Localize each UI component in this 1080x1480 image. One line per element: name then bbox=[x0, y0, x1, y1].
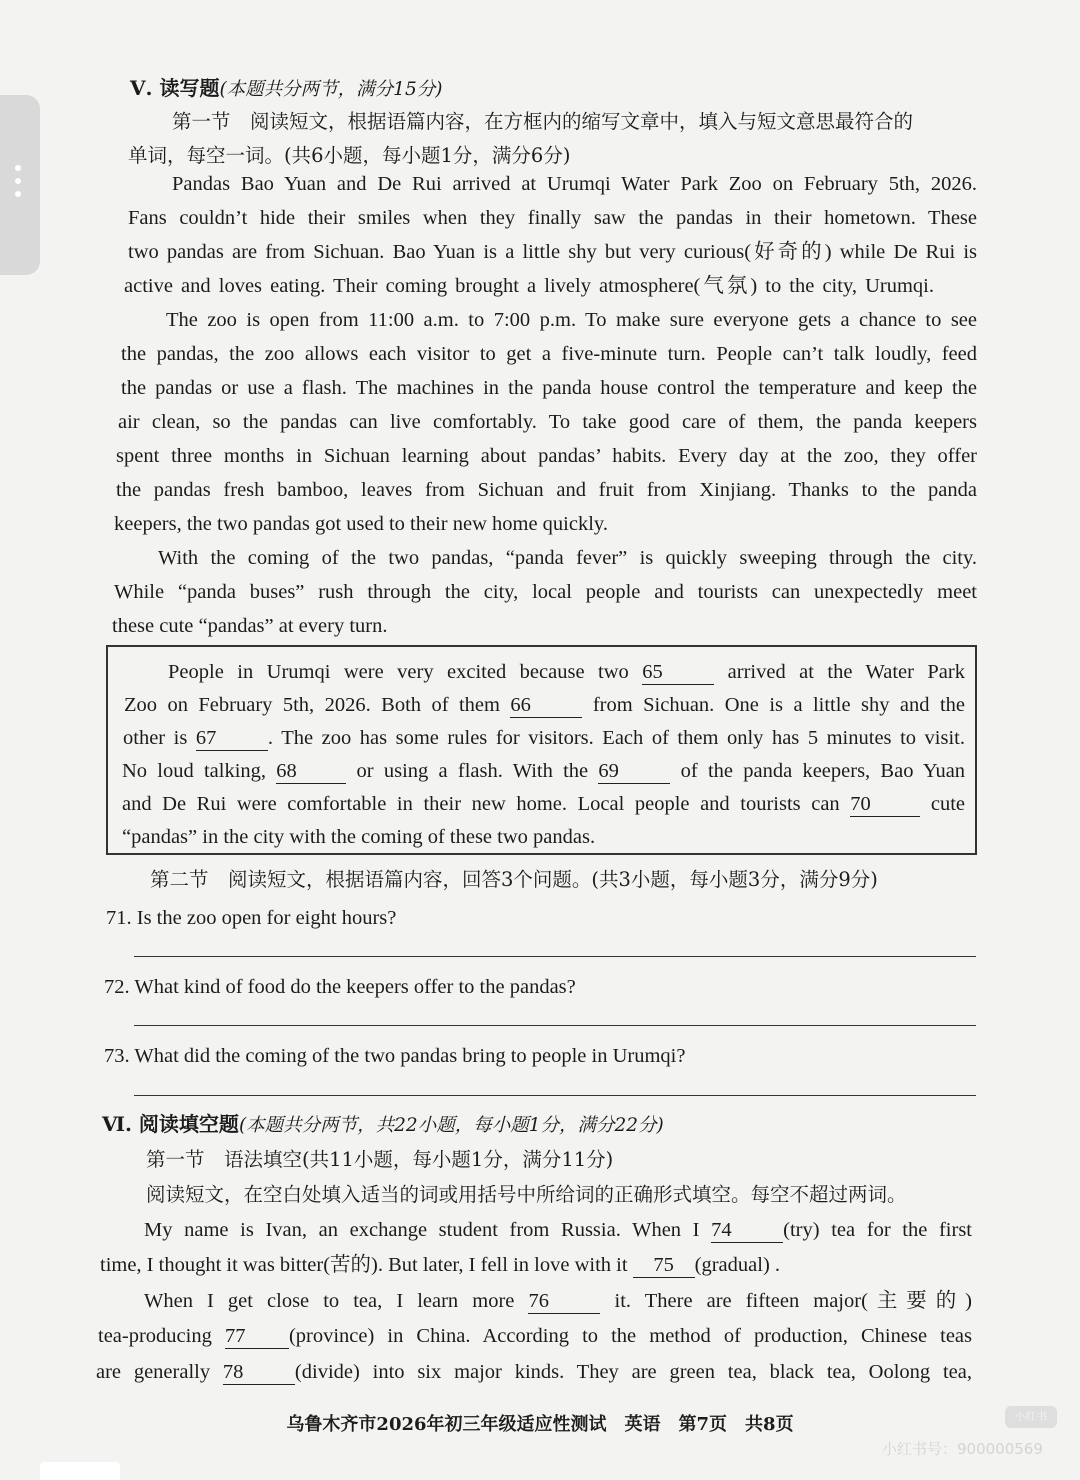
blank-75[interactable]: 75 bbox=[633, 1255, 695, 1278]
grammar-line-3: When I get close to tea, I learn more 76 it. There are fifteen major(主要的) bbox=[144, 1290, 973, 1312]
answer-line-72[interactable] bbox=[134, 1025, 976, 1026]
passage-line: the pandas or use a flash. The machines in the panda house control the temperature and keep the bbox=[121, 377, 977, 399]
section-6-heading bbox=[102, 1112, 664, 1137]
part1-instruction-line1: 第一节 阅读短文，根据语篇内容，在方框内的缩写文章中，填入与短文意思最符合的 bbox=[172, 110, 914, 133]
grammar-line-2: time, I thought it was bitter(苦的). But later, I fell in love with it 75 (gradual) . bbox=[100, 1254, 781, 1276]
section-5-heading bbox=[130, 76, 442, 101]
grammar-line-4: tea-producing 77 (province) in China. According to the method of production, Chinese teas bbox=[98, 1325, 973, 1347]
blank-78[interactable]: 78 bbox=[223, 1362, 295, 1385]
more-dots-icon[interactable] bbox=[15, 165, 21, 204]
summary-line-6: “pandas” in the city with the coming of these two pandas. bbox=[122, 826, 596, 848]
section-5-note: (本题共分两节，满分15分) bbox=[219, 79, 443, 100]
bottom-corner-tab bbox=[40, 1462, 120, 1480]
passage-line: The zoo is open from 11:00 a.m. to 7:00 p.m. To make sure everyone gets a chance to see bbox=[166, 309, 977, 331]
passage-line: keepers, the two pandas got used to their new home quickly. bbox=[114, 513, 608, 535]
watermark-text: 小红书号：900000569 bbox=[882, 1440, 1043, 1458]
answer-line-73[interactable] bbox=[134, 1095, 976, 1096]
passage-line: While “panda buses” rush through the city, local people and tourists can unexpectedly meet bbox=[114, 581, 977, 603]
passage-line: active and loves eating. Their coming brought a lively atmosphere(气氛) to the city, Urumqi. bbox=[124, 275, 934, 297]
blank-66[interactable]: 66 bbox=[510, 695, 582, 718]
grammar-line-5: are generally 78 (divide) into six major kinds. They are green tea, black tea, Oolong tea, bbox=[96, 1361, 972, 1383]
passage-line: the pandas fresh bamboo, leaves from Sichuan and fruit from Xinjiang. Thanks to the panda bbox=[116, 479, 977, 501]
passage-line: these cute “pandas” at every turn. bbox=[112, 615, 388, 637]
grammar-line-1: My name is Ivan, an exchange student from Russia. When I 74 (try) tea for the first bbox=[144, 1219, 973, 1241]
summary-line-1: People in Urumqi were very excited because two 65 arrived at the Water Park bbox=[168, 661, 965, 683]
xiaohongshu-logo-icon: 小红书 bbox=[1005, 1406, 1057, 1428]
summary-line-3: other is 67 . The zoo has some rules for visitors. Each of them only has 5 minutes to visit. bbox=[123, 727, 965, 749]
blank-69[interactable]: 69 bbox=[598, 761, 670, 784]
summary-line-4: No loud talking, 68 or using a flash. With the 69 of the panda keepers, Bao Yuan bbox=[122, 760, 966, 782]
side-panel-handle[interactable] bbox=[0, 95, 40, 275]
section-5-title: Ⅴ. 读写题 bbox=[130, 76, 220, 100]
question-72: 72. What kind of food do the keepers offer to the pandas? bbox=[104, 976, 576, 998]
passage-line: With the coming of the two pandas, “panda fever” is quickly sweeping through the city. bbox=[158, 547, 977, 569]
passage-line: spent three months in Sichuan learning about pandas’ habits. Every day at the zoo, they offer bbox=[116, 445, 977, 467]
passage-line: air clean, so the pandas can live comfortably. To take good care of them, the panda keepers bbox=[118, 411, 977, 433]
section-6-note: (本题共分两节，共22小题，每小题1分，满分22分) bbox=[238, 1115, 664, 1136]
passage-line: two pandas are from Sichuan. Bao Yuan is a little shy but very curious(好奇的) while De Rui is bbox=[128, 241, 977, 263]
blank-77[interactable]: 77 bbox=[225, 1326, 289, 1349]
section-6-part1-title: 第一节 语法填空(共11小题，每小题1分，满分11分) bbox=[146, 1148, 614, 1171]
blank-65[interactable]: 65 bbox=[642, 662, 714, 685]
section-6-title: Ⅵ. 阅读填空题 bbox=[102, 1112, 239, 1136]
answer-line-71[interactable] bbox=[134, 956, 976, 957]
summary-line-2: Zoo on February 5th, 2026. Both of them 66 from Sichuan. One is a little shy and the bbox=[124, 694, 965, 716]
question-73: 73. What did the coming of the two pandas bring to people in Urumqi? bbox=[104, 1045, 686, 1067]
blank-70[interactable]: 70 bbox=[850, 794, 920, 817]
summary-line-5: and De Rui were comfortable in their new home. Local people and tourists can 70 cute bbox=[122, 793, 966, 815]
page-footer: 乌鲁木齐市2026年初三年级适应性测试 英语 第7页 共8页 bbox=[286, 1414, 794, 1435]
passage-line: Fans couldn’t hide their smiles when they finally saw the pandas in their hometown. These bbox=[128, 207, 977, 229]
part1-instruction-line2: 单词，每空一词。(共6小题，每小题1分，满分6分) bbox=[128, 144, 571, 167]
blank-68[interactable]: 68 bbox=[276, 761, 346, 784]
question-71: 71. Is the zoo open for eight hours? bbox=[106, 907, 397, 929]
blank-76[interactable]: 76 bbox=[528, 1291, 600, 1314]
passage-line: the pandas, the zoo allows each visitor to get a five-minute turn. People can’t talk loudly, feed bbox=[121, 343, 977, 365]
part2-instruction: 第二节 阅读短文，根据语篇内容，回答3个问题。(共3小题，每小题3分，满分9分) bbox=[150, 868, 878, 891]
section-6-instruction: 阅读短文，在空白处填入适当的词或用括号中所给词的正确形式填空。每空不超过两词。 bbox=[146, 1183, 907, 1206]
blank-67[interactable]: 67 bbox=[196, 728, 268, 751]
passage-line: Pandas Bao Yuan and De Rui arrived at Urumqi Water Park Zoo on February 5th, 2026. bbox=[172, 173, 977, 195]
blank-74[interactable]: 74 bbox=[711, 1220, 783, 1243]
